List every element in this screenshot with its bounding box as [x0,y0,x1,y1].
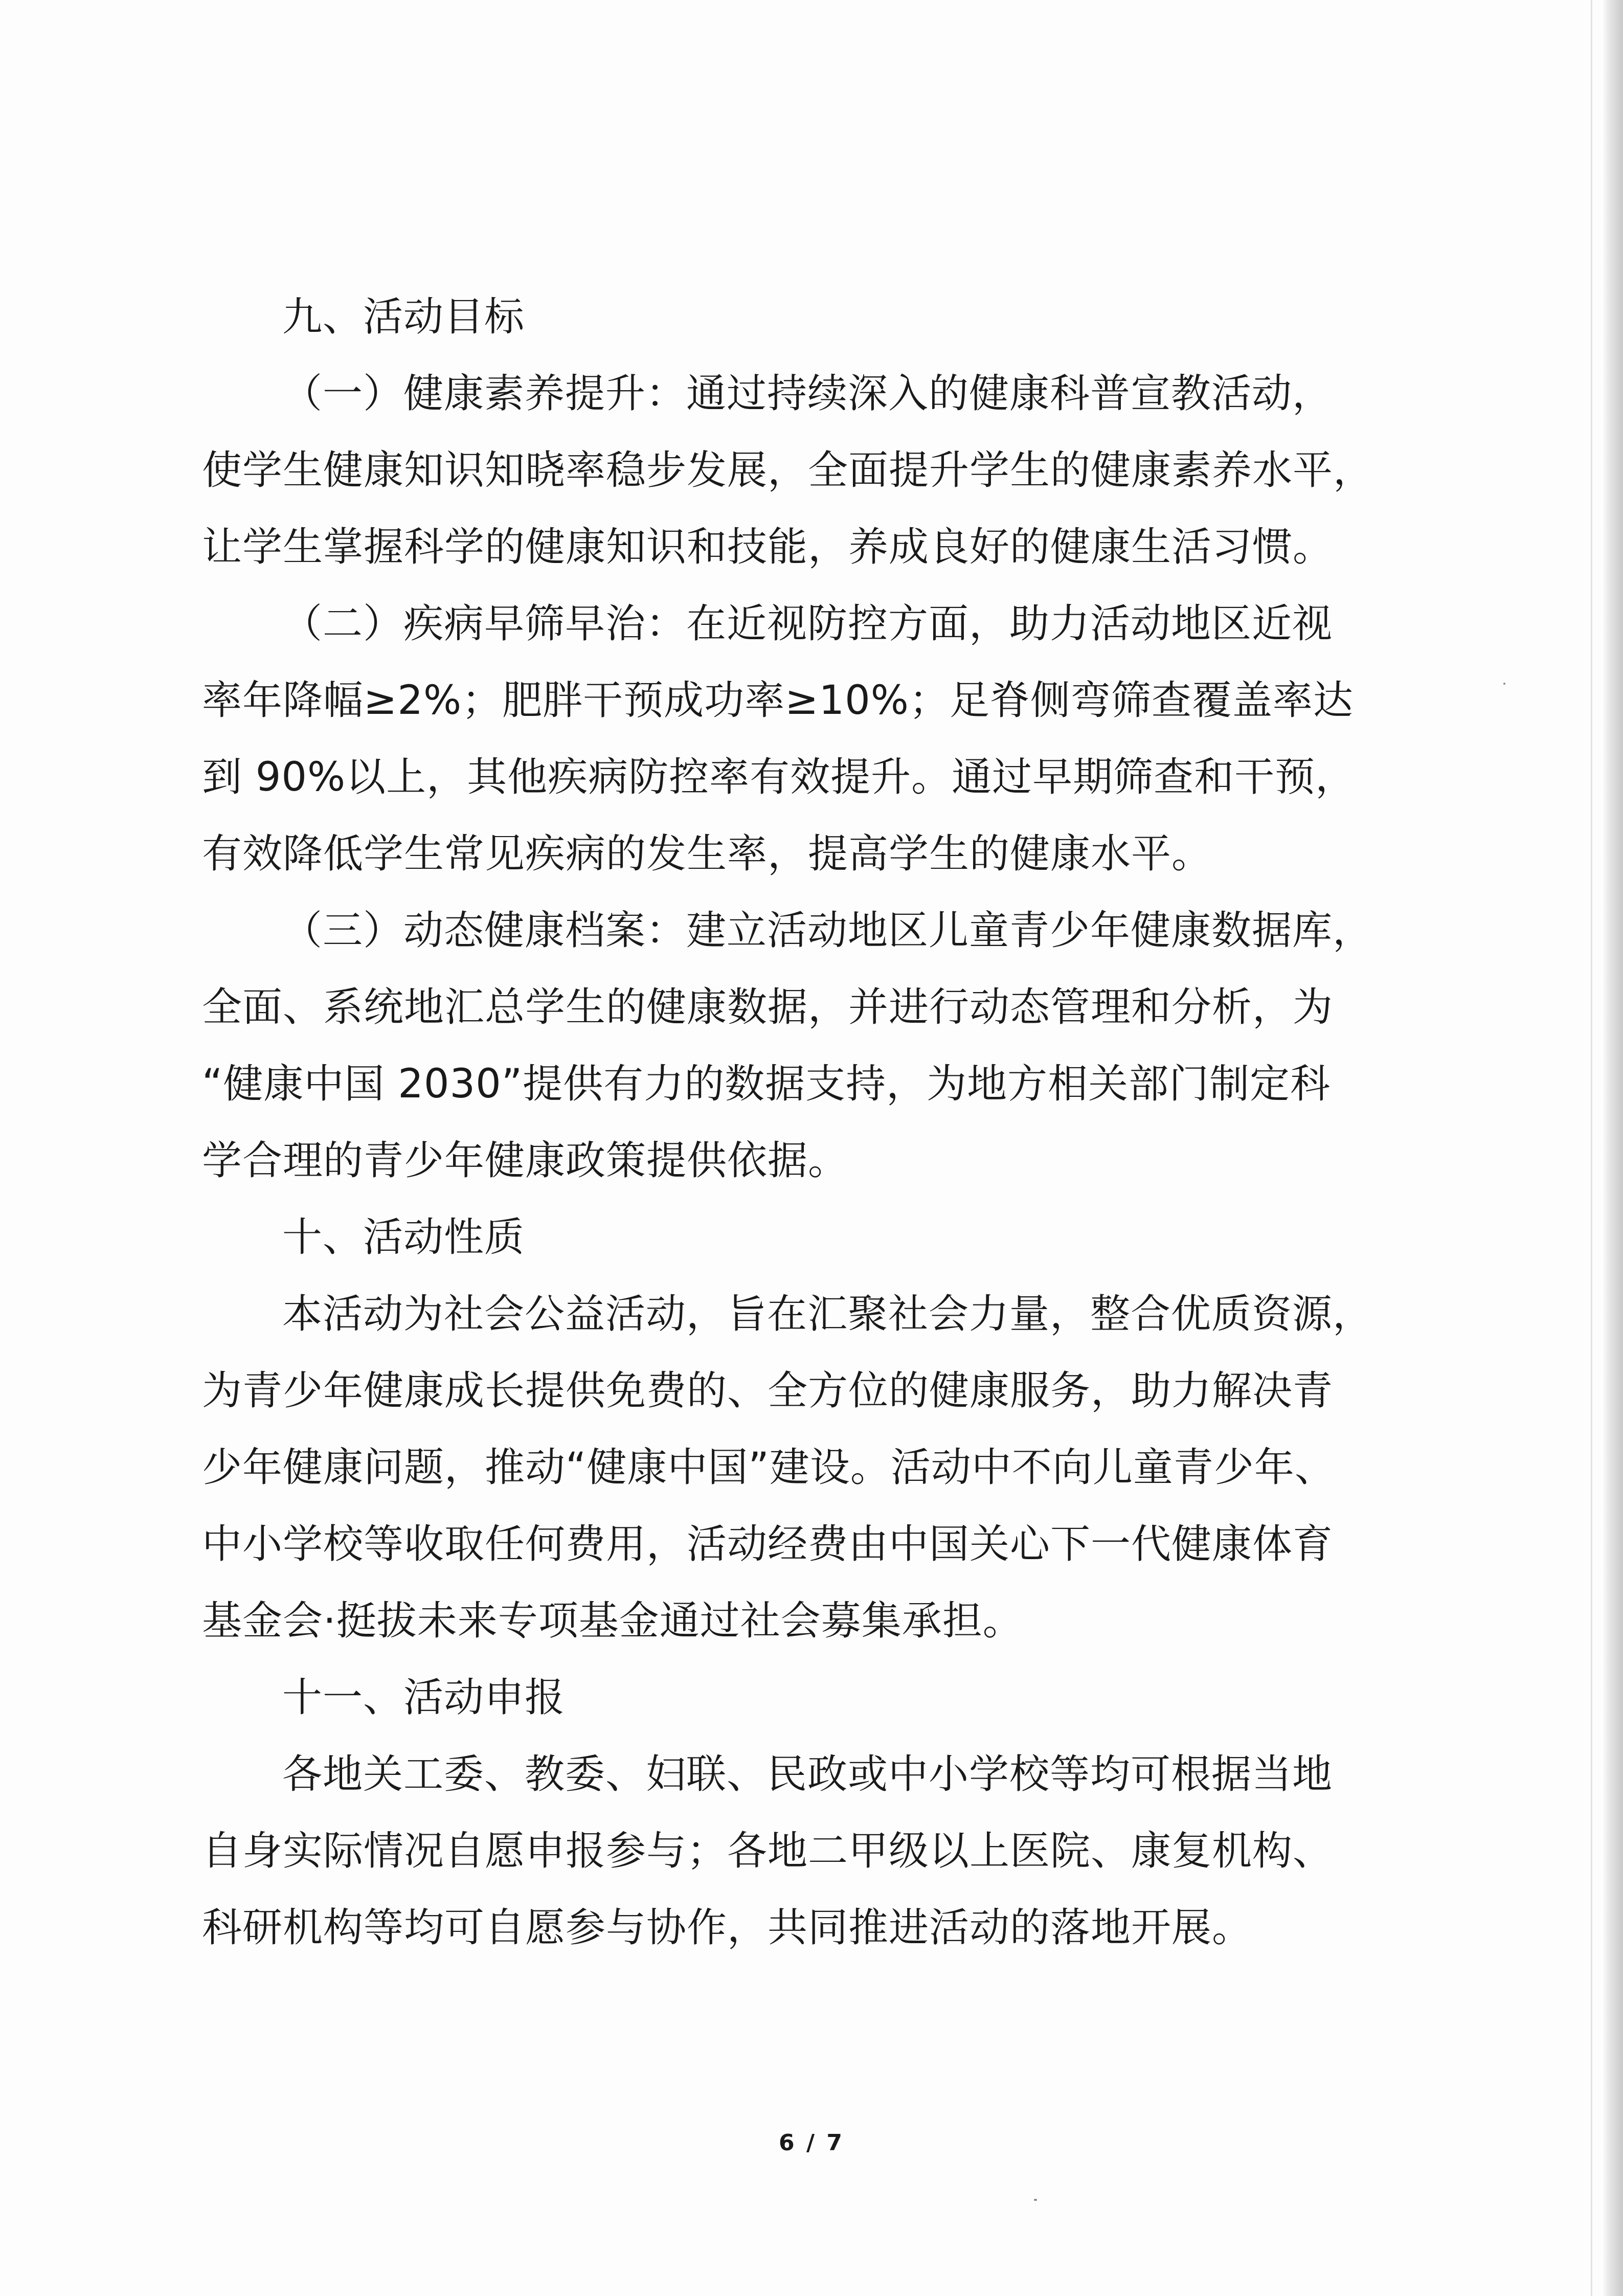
paragraph-line: 基金会·挺拔未来专项基金通过社会募集承担。 [202,1598,1023,1644]
section-heading-application: 十一、活动申报 [282,1675,566,1721]
section-heading-nature: 十、活动性质 [282,1214,525,1260]
paragraph-line: 本活动为社会公益活动，旨在汇聚社会力量，整合优质资源， [282,1291,1373,1337]
paragraph-line: 中小学校等收取任何费用，活动经费由中国关心下一代健康体育 [202,1521,1334,1567]
paragraph-line: 学合理的青少年健康政策提供依据。 [202,1138,849,1184]
paragraph-line: 科研机构等均可自愿参与协作，共同推进活动的落地开展。 [202,1905,1253,1951]
scan-speck [1034,2199,1037,2201]
scan-edge-line [1591,0,1592,2296]
paragraph-line: 有效降低学生常见疾病的发生率，提高学生的健康水平。 [202,831,1212,877]
paragraph-line: 少年健康问题，推动“健康中国”建设。活动中不向儿童青少年、 [202,1445,1335,1491]
page-number: 6 / 7 [779,2130,844,2156]
paragraph-line: （一）健康素养提升：通过持续深入的健康科普宣教活动， [282,371,1333,417]
section-heading-goals: 九、活动目标 [282,294,525,340]
paragraph-line: 全面、系统地汇总学生的健康数据，并进行动态管理和分析，为 [202,984,1334,1030]
scan-speck [1503,683,1505,685]
paragraph-line: 使学生健康知识知晓率稳步发展，全面提升学生的健康素养水平， [202,447,1374,493]
paragraph-line: 为青少年健康成长提供免费的、全方位的健康服务，助力解决青 [202,1368,1334,1414]
paragraph-line: 率年降幅≥2%；肥胖干预成功率≥10%；足脊侧弯筛查覆盖率达 [202,678,1354,724]
paragraph-line: “健康中国 2030”提供有力的数据支持，为地方相关部门制定科 [202,1061,1331,1107]
paragraph-line: 让学生掌握科学的健康知识和技能，养成良好的健康生活习惯。 [202,524,1334,570]
paragraph-line: 自身实际情况自愿申报参与；各地二甲级以上医院、康复机构、 [202,1828,1334,1874]
paragraph-line: 到 90%以上，其他疾病防控率有效提升。通过早期筛查和干预， [202,754,1356,800]
paragraph-line: 各地关工委、教委、妇联、民政或中小学校等均可根据当地 [282,1751,1333,1797]
scan-edge-shadow [1602,0,1623,2296]
paragraph-line: （二）疾病早筛早治：在近视防控方面，助力活动地区近视 [282,601,1333,647]
paragraph-line: （三）动态健康档案：建立活动地区儿童青少年健康数据库， [282,908,1373,954]
